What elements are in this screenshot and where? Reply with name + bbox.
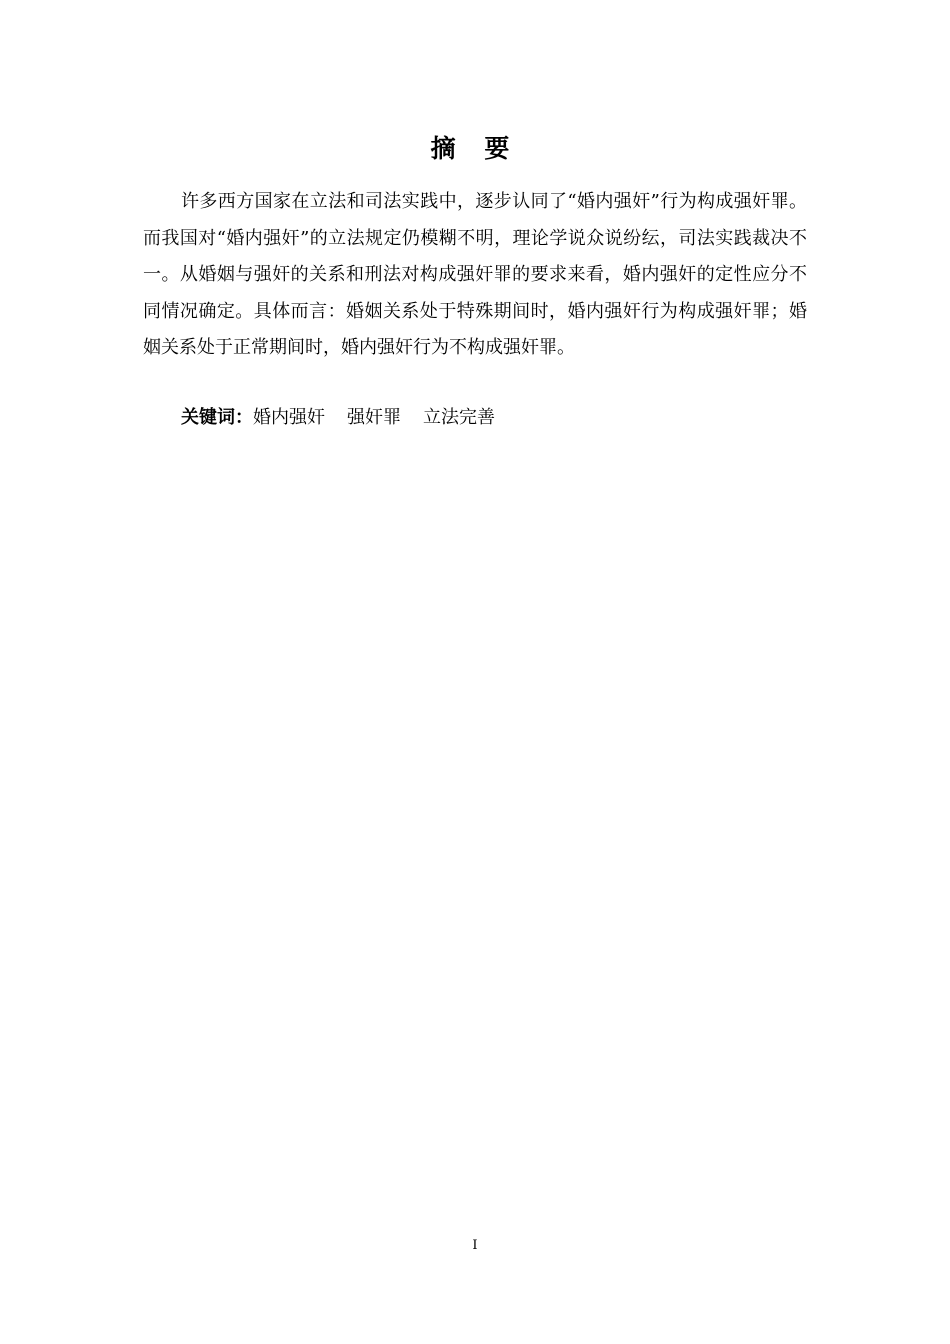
keyword-item: 立法完善 [423,407,495,428]
abstract-paragraph: 许多西方国家在立法和司法实践中，逐步认同了“婚内强奸”行为构成强奸罪。而我国对“婚内强奸”的立法规定仍模糊不明，理论学说众说纷纭，司法实践裁决不一。从婚姻与强奸的关系和刑法对构成强奸罪的要求来看，婚内强奸的定性应分不同情况确定。具体而言：婚姻关系处于特殊期间时，婚内强奸行为构成强奸罪；婚姻关系处于正常期间时，婚内强奸行为不构成强奸罪。 [143,191,807,358]
keyword-item: 强奸罪 [347,407,401,428]
keyword-item: 婚内强奸 [253,407,325,428]
keywords-line [181,400,517,436]
keywords-label: 关键词： [181,407,253,428]
page-title: 摘 要 [430,134,520,163]
page-number: I [472,1238,478,1253]
